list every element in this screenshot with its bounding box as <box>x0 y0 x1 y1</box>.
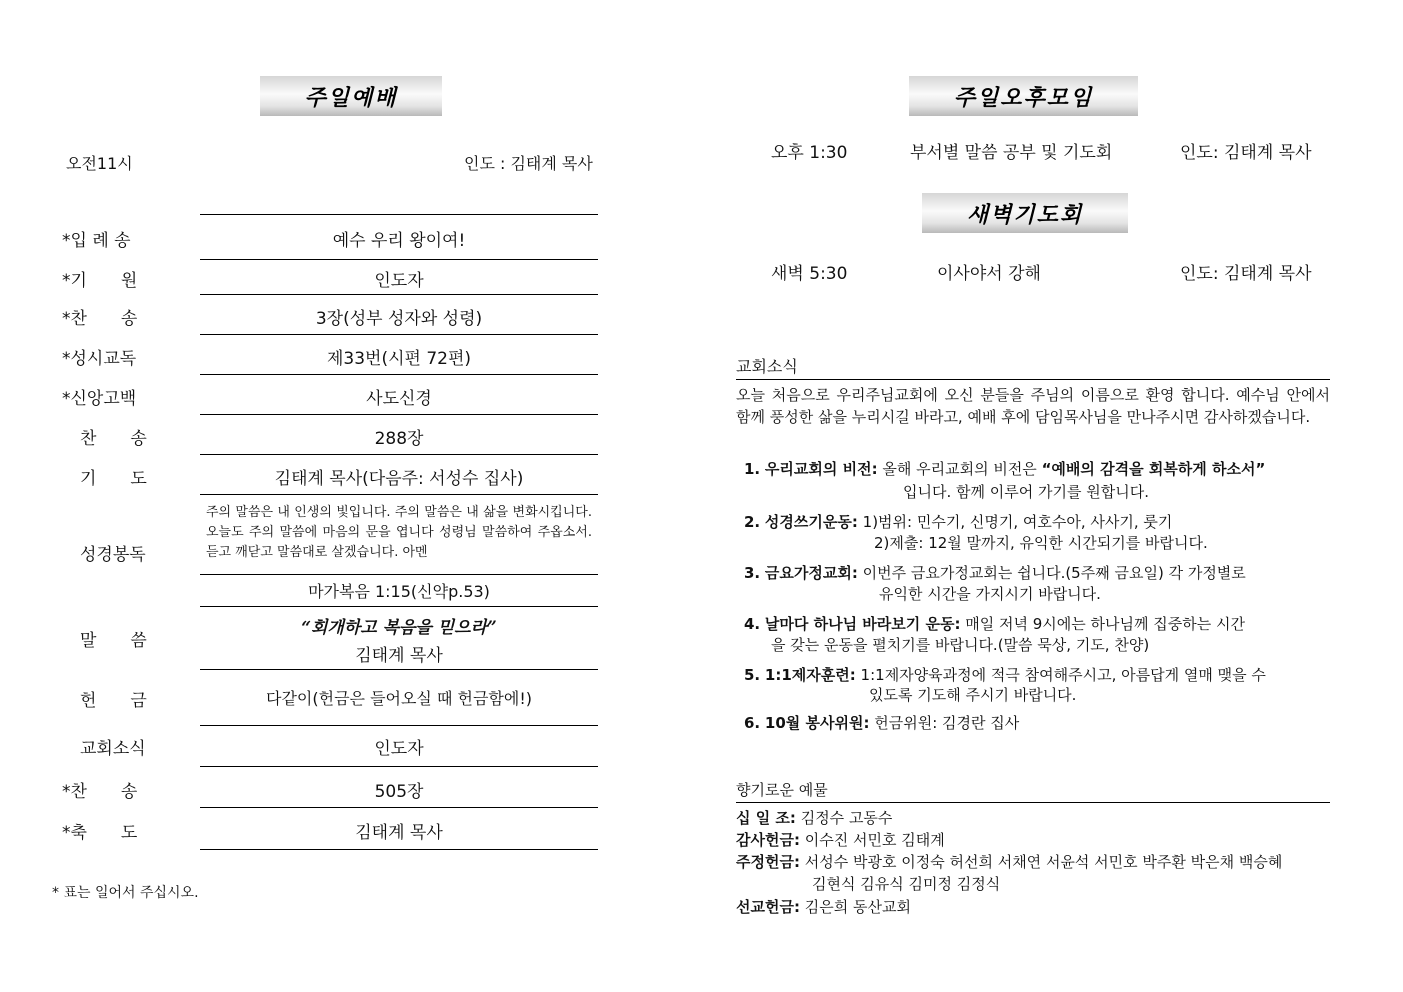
worship-time: 오전11시 <box>66 154 133 173</box>
sermon-preacher: 김태계 목사 <box>355 646 443 666</box>
offering-names: 이수진 서민호 김태계 <box>804 831 945 849</box>
order-label: *신앙고백 <box>62 389 137 409</box>
afternoon-time: 오후 1:30 <box>771 143 848 163</box>
news-text: 1)범위: 민수기, 신명기, 여호수아, 사사기, 룻기 <box>862 513 1173 531</box>
table-rule <box>200 214 598 215</box>
table-rule <box>200 669 598 670</box>
dawn-title-banner <box>922 193 1128 233</box>
standing-footnote: * 표는 일어서 주십시오. <box>52 885 199 901</box>
table-rule <box>200 766 598 767</box>
news-head: 우리교회의 비전: <box>764 460 878 478</box>
offering-label: 선교헌금: <box>736 898 800 916</box>
table-rule <box>200 574 598 575</box>
news-line2: 있도록 기도해 주시기 바랍니다. <box>869 686 1077 704</box>
news-intro: 오늘 처음으로 우리주님교회에 오신 분들을 주님의 이름으로 환영 합니다. 예수님 안에서 함께 풍성한 삶을 누리시길 바라고, 예배 후에 담임목사님을 만나주시면 감사하겠습니다. <box>736 386 1330 426</box>
news-num: 1. <box>744 460 761 478</box>
table-rule <box>200 294 598 295</box>
table-rule <box>200 807 598 808</box>
order-label: *기 원 <box>62 271 138 291</box>
news-title: 교회소식 <box>736 354 1330 380</box>
news-num: 6. <box>744 714 761 732</box>
afternoon-title-banner <box>909 76 1138 116</box>
offering-row <box>736 896 911 917</box>
table-rule <box>200 849 598 850</box>
offering-row <box>736 829 945 850</box>
order-label: 말 씀 <box>80 631 147 651</box>
table-rule <box>200 334 598 335</box>
table-rule <box>200 414 598 415</box>
news-item <box>744 664 1266 685</box>
news-item <box>744 511 1172 532</box>
order-content: 인도자 <box>374 271 424 291</box>
news-text: 매일 저녁 9시에는 하나님께 집중하는 시간 <box>965 615 1245 633</box>
order-content: 김태계 목사 <box>355 823 443 843</box>
dawn-leader: 인도: 김태계 목사 <box>1180 264 1312 284</box>
offering-row <box>736 851 1282 872</box>
news-line2: 2)제출: 12월 말까지, 유익한 시간되기를 바랍니다. <box>874 534 1208 552</box>
afternoon-leader: 인도: 김태계 목사 <box>1180 143 1312 163</box>
news-item <box>744 712 1019 733</box>
offering-names: 김은희 동산교회 <box>804 898 911 916</box>
order-content: 예수 우리 왕이여! <box>332 231 466 251</box>
vision-emphasis: “예배의 감격을 회복하게 하소서” <box>1041 460 1266 478</box>
order-label: 찬 송 <box>80 429 147 449</box>
table-rule <box>200 259 598 260</box>
dawn-desc: 이사야서 강해 <box>937 264 1041 284</box>
order-label: *입 례 송 <box>62 231 131 251</box>
order-content: 505장 <box>374 782 424 802</box>
news-num: 4. <box>744 615 761 633</box>
order-label: *성시교독 <box>62 349 137 369</box>
offering-names-cont: 김현식 김유식 김미정 김정식 <box>812 875 1001 893</box>
offering-label: 감사헌금: <box>736 831 800 849</box>
order-content: 사도신경 <box>366 389 432 409</box>
order-label: 성경봉독 <box>80 545 146 565</box>
dawn-title: 새벽기도회 <box>966 201 1084 228</box>
order-content: 다같이(헌금은 들어오실 때 헌금함에!) <box>266 689 532 708</box>
order-label: *찬 송 <box>62 309 138 329</box>
order-label: 교회소식 <box>80 739 146 759</box>
worship-title: 주일예배 <box>304 84 398 111</box>
order-content: 인도자 <box>374 739 424 759</box>
offering-row <box>736 807 892 828</box>
order-content: 3장(성부 성자와 성령) <box>315 309 483 329</box>
table-rule <box>200 606 598 607</box>
worship-title-banner <box>260 76 442 116</box>
scripture-reference: 마가복음 1:15(신약p.53) <box>308 582 490 601</box>
order-content: 제33번(시편 72편) <box>326 349 472 369</box>
news-head: 금요가정교회: <box>764 564 858 582</box>
news-text: 헌금위원: 김경란 집사 <box>874 714 1020 732</box>
news-text: 1:1제자양육과정에 적극 참여해주시고, 아름답게 열매 맺을 수 <box>860 666 1266 684</box>
table-rule <box>200 454 598 455</box>
offering-names: 김정수 고동수 <box>800 809 893 827</box>
dawn-time: 새벽 5:30 <box>771 264 848 284</box>
table-rule <box>200 494 598 495</box>
news-head: 10월 봉사위원: <box>764 714 870 732</box>
afternoon-desc: 부서별 말씀 공부 및 기도회 <box>910 143 1113 163</box>
order-label: *찬 송 <box>62 782 138 802</box>
afternoon-title: 주일오후모임 <box>953 84 1094 111</box>
news-head: 성경쓰기운동: <box>764 513 858 531</box>
news-text: 올해 우리교회의 비전은 <box>882 460 1042 478</box>
order-content: 김태계 목사(다음주: 서성수 집사) <box>274 469 524 489</box>
offering-names: 서성수 박광호 이정숙 허선희 서채연 서윤석 서민호 박주환 박은채 백승혜 <box>804 853 1283 871</box>
table-rule <box>200 725 598 726</box>
order-label: *축 도 <box>62 823 138 843</box>
news-item <box>744 562 1246 583</box>
news-item <box>744 613 1245 634</box>
news-line2: 을 갖는 운동을 펼치기를 바랍니다.(말씀 묵상, 기도, 찬양) <box>771 636 1150 654</box>
news-num: 3. <box>744 564 761 582</box>
news-item <box>744 458 1265 479</box>
news-head: 1:1제자훈련: <box>764 666 856 684</box>
news-text: 이번주 금요가정교회는 쉽니다.(5주째 금요일) 각 가정별로 <box>862 564 1246 582</box>
order-label: 헌 금 <box>80 691 147 711</box>
news-head: 날마다 하나님 바라보기 운동: <box>764 615 961 633</box>
news-line2: 입니다. 함께 이루어 가기를 원합니다. <box>903 483 1149 501</box>
offering-label: 십 일 조: <box>736 809 796 827</box>
scripture-prayer: 주의 말씀은 내 인생의 빛입니다. 주의 말씀은 내 삶을 변화시킵니다. 오늘도 주의 말씀에 마음의 문을 엽니다 성령님 말씀하여 주옵소서. 듣고 깨닫고 말씀대로 살겠습니다. 아멘 <box>206 505 592 560</box>
order-content: 288장 <box>374 429 424 449</box>
news-num: 5. <box>744 666 761 684</box>
offering-label: 주정헌금: <box>736 853 800 871</box>
offering-title: 향기로운 예물 <box>736 779 1330 803</box>
table-rule <box>200 374 598 375</box>
news-num: 2. <box>744 513 761 531</box>
news-line2: 유익한 시간을 가지시기 바랍니다. <box>879 585 1101 603</box>
worship-leader: 인도 : 김태계 목사 <box>464 154 593 173</box>
order-label: 기 도 <box>80 469 147 489</box>
sermon-title: “회개하고 복음을 믿으라” <box>301 618 497 638</box>
